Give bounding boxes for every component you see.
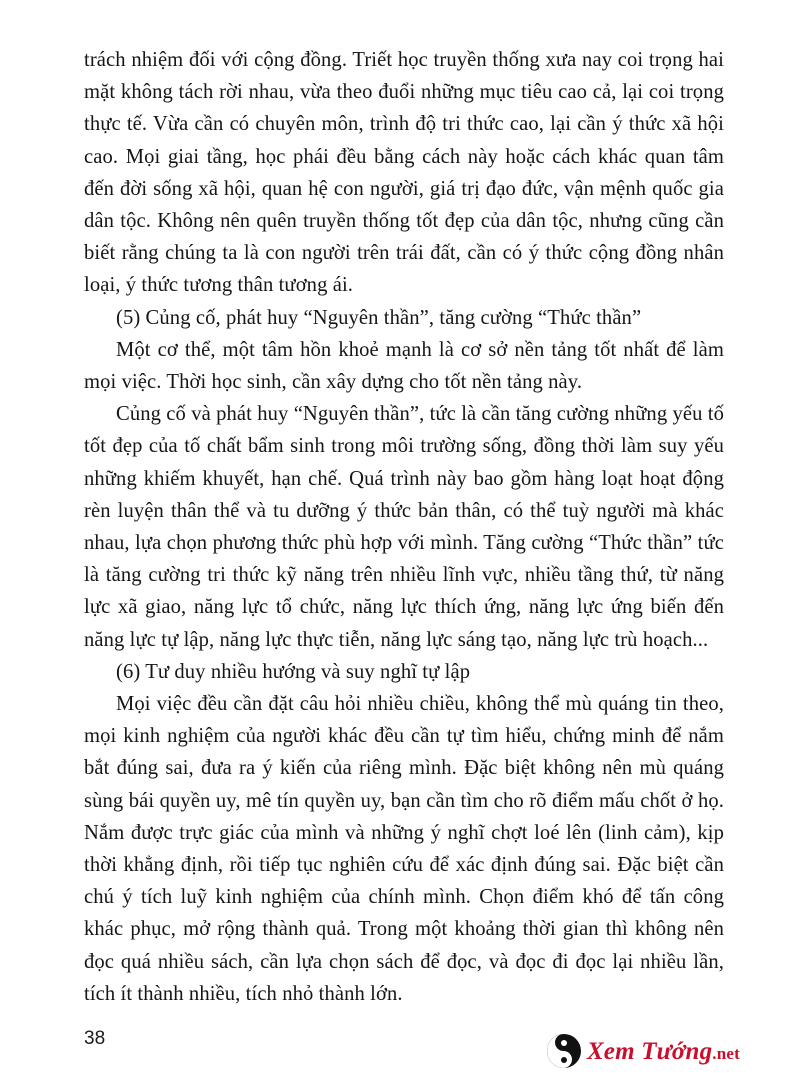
watermark-text bbox=[587, 1039, 740, 1064]
watermark-name: Xem Tướng bbox=[586, 1037, 713, 1065]
yin-yang-dot-light bbox=[561, 1040, 567, 1046]
page-number: 38 bbox=[84, 1028, 106, 1049]
watermark bbox=[547, 1034, 740, 1068]
page-body bbox=[84, 44, 724, 1010]
yin-yang-dot-dark bbox=[561, 1057, 567, 1063]
yin-yang-icon bbox=[547, 1034, 581, 1068]
paragraph: Một cơ thể, một tâm hồn khoẻ mạnh là cơ sở nền tảng tốt nhất để làm mọi việc. Thời học sinh, cần xây dựng cho tốt nền tảng này. bbox=[84, 338, 724, 394]
watermark-suffix: .net bbox=[712, 1043, 740, 1063]
paragraph: Mọi việc đều cần đặt câu hỏi nhiều chiều, không thể mù quáng tin theo, mọi kinh nghiệm của người khác đều cần tự tìm hiểu, chứng minh để nắm bắt đúng sai, đưa ra ý kiến của riêng mình. Đặc biệt không nên mù quáng sùng bái quyền uy, mê tín quyền uy, bạn cần tìm cho rõ điểm mấu chốt ở họ. Nắm được trực giác của mình và những ý nghĩ chợt loé lên (linh cảm), kịp thời khẳng định, rồi tiếp tục nghiên cứu để xác định đúng sai. Đặc biệt cần chú ý tích luỹ kinh nghiệm của chính mình. Chọn điểm khó để tấn công khác phục, mở rộng thành quả. Trong một khoảng thời gian thì không nên đọc quá nhiều sách, cần lựa chọn sách để đọc, và đọc đi đọc lại nhiều lần, tích ít thành nhiều, tích nhỏ thành lớn. bbox=[84, 693, 724, 1005]
paragraph-heading-6: (6) Tư duy nhiều hướng và suy nghĩ tự lập bbox=[116, 660, 471, 683]
paragraph: trách nhiệm đối với cộng đồng. Triết học truyền thống xưa nay coi trọng hai mặt không tách rời nhau, vừa theo đuổi những mục tiêu cao cả, lại coi trọng thực tế. Vừa cần có chuyên môn, trình độ tri thức cao, lại cần ý thức xã hội cao. Mọi giai tầng, học phái đều bằng cách này hoặc cách khác quan tâm đến đời sống xã hội, quan hệ con người, giá trị đạo đức, vận mệnh quốc gia dân tộc. Không nên quên truyền thống tốt đẹp của dân tộc, nhưng cũng cần biết rằng chúng ta là con người trên trái đất, cần có ý thức cộng đồng nhân loại, ý thức tương thân tương ái. bbox=[84, 49, 724, 297]
paragraph-heading-5: (5) Củng cố, phát huy “Nguyên thần”, tăng cường “Thức thần” bbox=[116, 306, 642, 329]
paragraph: Củng cố và phát huy “Nguyên thần”, tức là cần tăng cường những yếu tố tốt đẹp của tố chất bẩm sinh trong môi trường sống, đồng thời làm suy yếu những khiếm khuyết, hạn chế. Quá trình này bao gồm hàng loạt hoạt động rèn luyện thân thể và tu dưỡng ý thức bản thân, có thể tuỳ người mà khác nhau, lựa chọn phương thức phù hợp với mình. Tăng cường “Thức thần” tức là tăng cường tri thức kỹ năng trên nhiều lĩnh vực, nhiều tầng thứ, từ năng lực xã giao, năng lực tổ chức, năng lực thích ứng, năng lực ứng biến đến năng lực tự lập, năng lực thực tiễn, năng lực sáng tạo, năng lực trù hoạch... bbox=[84, 403, 724, 651]
